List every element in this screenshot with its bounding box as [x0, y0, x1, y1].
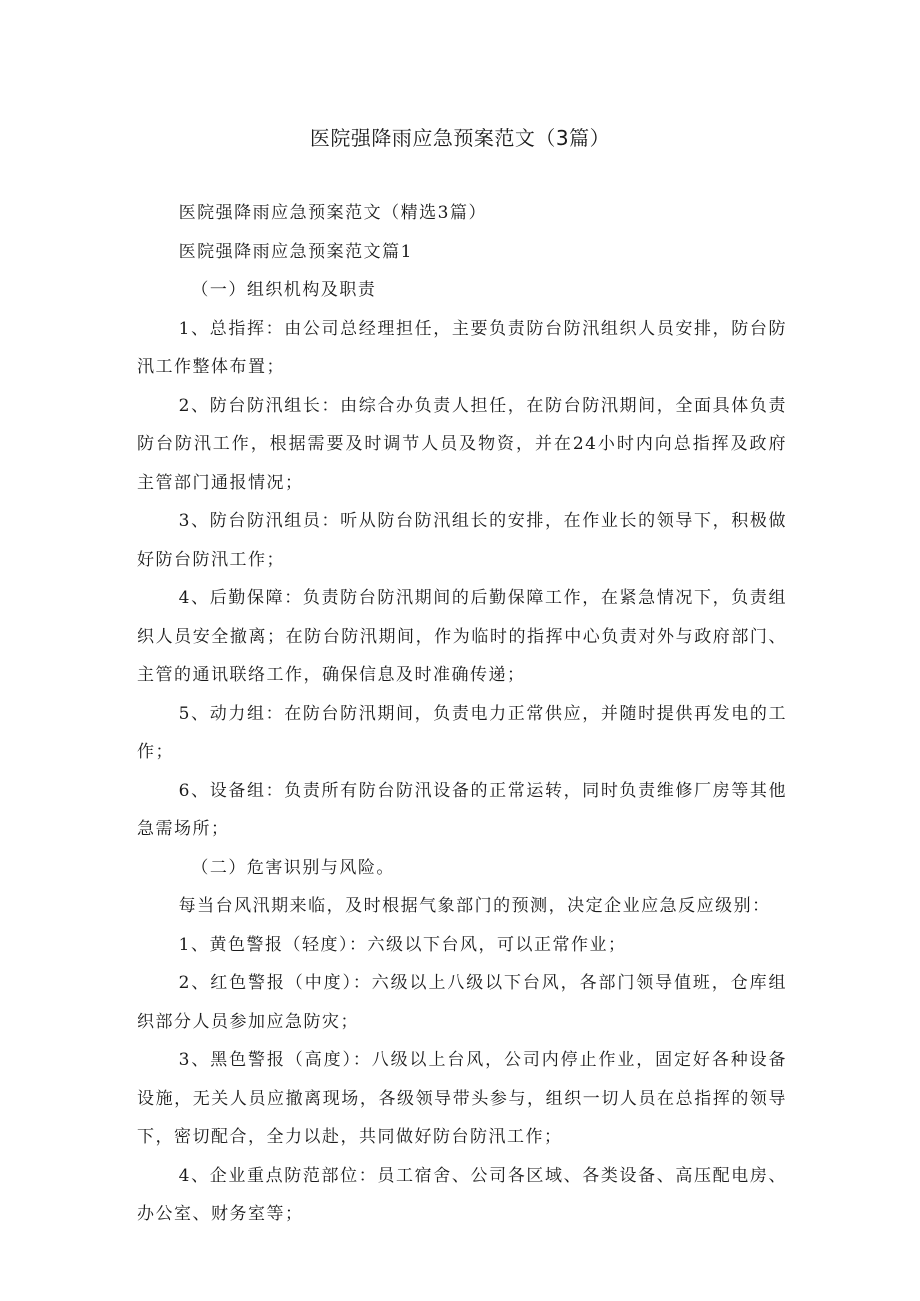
paragraph: 4、企业重点防范部位：员工宿舍、公司各区域、各类设备、高压配电房、办公室、财务室等；	[137, 1165, 787, 1224]
paragraph: 5、动力组：在防台防汛期间，负责电力正常供应，并随时提供再发电的工作；	[137, 703, 787, 762]
paragraph: 3、防台防汛组员：听从防台防汛组长的安排，在作业长的领导下，积极做好防台防汛工作；	[137, 511, 787, 570]
paragraph: 6、设备组：负责所有防台防汛设备的正常运转，同时负责维修厂房等其他急需场所；	[137, 780, 787, 839]
document-body	[137, 194, 787, 1234]
paragraph: 医院强降雨应急预案范文（精选3篇）	[178, 203, 487, 223]
paragraph: 1、总指挥：由公司总经理担任，主要负责防台防汛组织人员安排，防台防汛工作整体布置；	[137, 318, 787, 377]
section-heading: （二）危害识别与风险。	[191, 857, 395, 878]
section-heading: （一）组织机构及职责	[191, 280, 377, 300]
paragraph: 2、防台防汛组长：由综合办负责人担任，在防台防汛期间，全面具体负责防台防汛工作，根据需要及时调节人员及物资，并在24小时内向总指挥及政府主管部门通报情况；	[137, 395, 787, 493]
paragraph: 每当台风汛期来临，及时根据气象部门的预测，决定企业应急反应级别：	[178, 896, 771, 916]
paragraph: 4、后勤保障：负责防台防汛期间的后勤保障工作，在紧急情况下，负责组织人员安全撤离；在防台防汛期间，作为临时的指挥中心负责对外与政府部门、主管的通讯联络工作，确保信息及时准确传递；	[137, 588, 787, 685]
paragraph: 1、黄色警报（轻度）：六级以下台风，可以正常作业；	[178, 934, 627, 955]
document-title: 医院强降雨应急预案范文（3篇）	[309, 126, 611, 150]
paragraph: 2、红色警报（中度）：六级以上八级以下台风，各部门领导值班，仓库组织部分人员参加应急防灾；	[137, 973, 787, 1032]
paragraph: 医院强降雨应急预案范文篇1	[178, 241, 413, 262]
paragraph: 3、黑色警报（高度）：八级以上台风，公司内停止作业，固定好各种设备设施，无关人员应撤离现场，各级领导带头参与，组织一切人员在总指挥的领导下，密切配合，全力以赴，共同做好防台防汛工作；	[137, 1050, 787, 1147]
